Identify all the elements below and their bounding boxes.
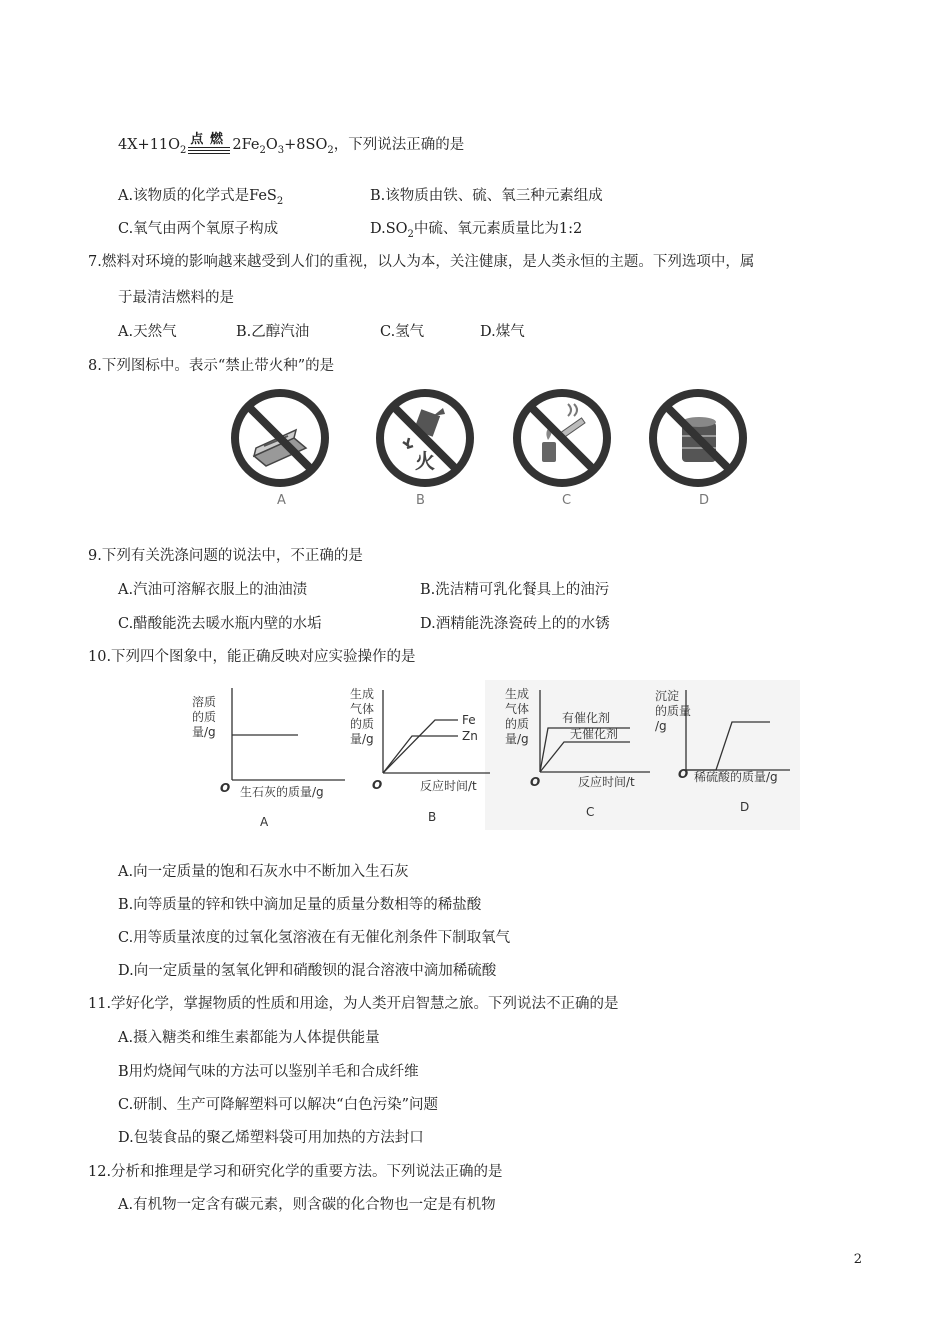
svg-text:量/g: 量/g — [505, 732, 529, 746]
graph-a — [192, 688, 345, 829]
sign-label-b: B — [416, 493, 425, 508]
no-matches-sign-icon — [228, 386, 332, 490]
svg-text:生成: 生成 — [505, 687, 530, 701]
reaction-condition: 点 燃 — [188, 130, 230, 156]
graph-b — [350, 686, 490, 824]
q8-stem: 8.下列图标中。表示“禁止带火种”的是 — [88, 358, 335, 374]
q11-option-c: C.研制、生产可降解塑料可以解决“白色污染”问题 — [118, 1097, 439, 1113]
page-number: 2 — [853, 1252, 862, 1267]
svg-text:无催化剂: 无催化剂 — [570, 727, 619, 741]
svg-text:量/g: 量/g — [192, 725, 216, 739]
svg-text:C: C — [586, 805, 595, 819]
q10-graphs — [180, 678, 800, 833]
svg-text:生成: 生成 — [350, 687, 375, 701]
no-barrel-sign-icon — [646, 386, 750, 490]
svg-text:O: O — [372, 778, 383, 792]
svg-text:Zn: Zn — [462, 729, 478, 743]
no-smoking-fire-sign-icon — [510, 386, 614, 490]
no-fireworks-sign-icon — [373, 386, 477, 490]
q10-option-d: D.向一定质量的氢氧化钾和硝酸钡的混合溶液中滴加稀硫酸 — [118, 963, 497, 979]
sign-label-d: D — [699, 493, 710, 508]
svg-text:稀硫酸的质量/g: 稀硫酸的质量/g — [694, 770, 778, 784]
q11-option-a: A.摄入糖类和维生素都能为人体提供能量 — [118, 1030, 380, 1046]
svg-text:D: D — [740, 800, 750, 814]
q7-option-d: D.煤气 — [480, 324, 525, 340]
q6-option-a: A.该物质的化学式是FeS$_2$ — [118, 188, 284, 207]
q10-option-a: A.向一定质量的饱和石灰水中不断加入生石灰 — [118, 864, 409, 880]
svg-text:气体: 气体 — [350, 702, 375, 716]
q9-option-b: B.洗洁精可乳化餐具上的油污 — [420, 582, 610, 598]
q9-option-a: A.汽油可溶解衣服上的油油渍 — [118, 582, 308, 598]
q9-option-d: D.酒精能洗涤瓷砖上的的水锈 — [420, 616, 610, 632]
q7-option-a: A.天然气 — [118, 324, 177, 340]
q10-stem: 10.下列四个图象中，能正确反映对应实验操作的是 — [88, 649, 416, 665]
chemical-equation: $4X+11O_2$ 点 燃 $2Fe_2O_3+8SO_2$，下列说法正确的是 — [118, 132, 465, 156]
q7-option-b: B.乙醇汽油 — [236, 324, 310, 340]
q7-stem-line1: 7.燃料对环境的影响越来越受到人们的重视，以人为本，关注健康，是人类永恒的主题。下列选项中，属 — [88, 254, 755, 270]
svg-text:火: 火 — [415, 449, 435, 473]
svg-text:的质: 的质 — [192, 710, 217, 724]
svg-text:量/g: 量/g — [350, 732, 374, 746]
equation-lhs: 4X+11O — [118, 137, 181, 154]
q9-stem: 9.下列有关洗涤问题的说法中，不正确的是 — [88, 548, 363, 564]
svg-text:的质: 的质 — [350, 717, 375, 731]
svg-text:O: O — [220, 781, 231, 795]
q10-option-b: B.向等质量的锌和铁中滴加足量的质量分数相等的稀盐酸 — [118, 897, 482, 913]
q6-option-c: C.氧气由两个氧原子构成 — [118, 221, 279, 237]
svg-text:B: B — [428, 810, 437, 824]
q6-option-b: B.该物质由铁、硫、氧三种元素组成 — [370, 188, 603, 204]
svg-text:反应时间/t: 反应时间/t — [420, 779, 477, 793]
svg-text:的质量: 的质量 — [655, 704, 692, 718]
q9-option-c: C.醋酸能洗去暖水瓶内壁的水垢 — [118, 616, 322, 632]
svg-text:反应时间/t: 反应时间/t — [578, 775, 635, 789]
q12-option-a: A.有机物一定含有碳元素，则含碳的化合物也一定是有机物 — [118, 1197, 496, 1213]
q11-stem: 11.学好化学，掌握物质的性质和用途，为人类开启智慧之旅。下列说法不正确的是 — [88, 996, 619, 1012]
svg-text:沉淀: 沉淀 — [655, 689, 680, 703]
q11-option-b: B用灼烧闻气味的方法可以鉴别羊毛和合成纤维 — [118, 1064, 419, 1080]
svg-text:Fe: Fe — [462, 713, 476, 727]
sign-label-a: A — [277, 493, 286, 508]
q6-option-d: $D.SO_2$中硫、氧元素质量比为1:2 — [370, 221, 583, 240]
svg-text:溶质: 溶质 — [192, 695, 217, 709]
q12-stem: 12.分析和推理是学习和研究化学的重要方法。下列说法正确的是 — [88, 1164, 503, 1180]
svg-text:A: A — [260, 815, 269, 829]
q7-option-c: C.氢气 — [380, 324, 425, 340]
svg-text:的质: 的质 — [505, 717, 530, 731]
svg-text:有催化剂: 有催化剂 — [562, 711, 611, 725]
q10-option-c: C.用等质量浓度的过氧化氢溶液在有无催化剂条件下制取氧气 — [118, 930, 511, 946]
sign-label-c: C — [562, 493, 572, 508]
q11-option-d: D.包装食品的聚乙烯塑料袋可用加热的方法封口 — [118, 1130, 424, 1146]
svg-text:气体: 气体 — [505, 702, 530, 716]
svg-text:O: O — [678, 767, 689, 781]
q7-stem-line2: 于最清洁燃料的是 — [118, 290, 234, 306]
svg-text:O: O — [530, 775, 541, 789]
svg-text:/g: /g — [655, 719, 667, 733]
svg-text:生石灰的质量/g: 生石灰的质量/g — [240, 785, 324, 799]
